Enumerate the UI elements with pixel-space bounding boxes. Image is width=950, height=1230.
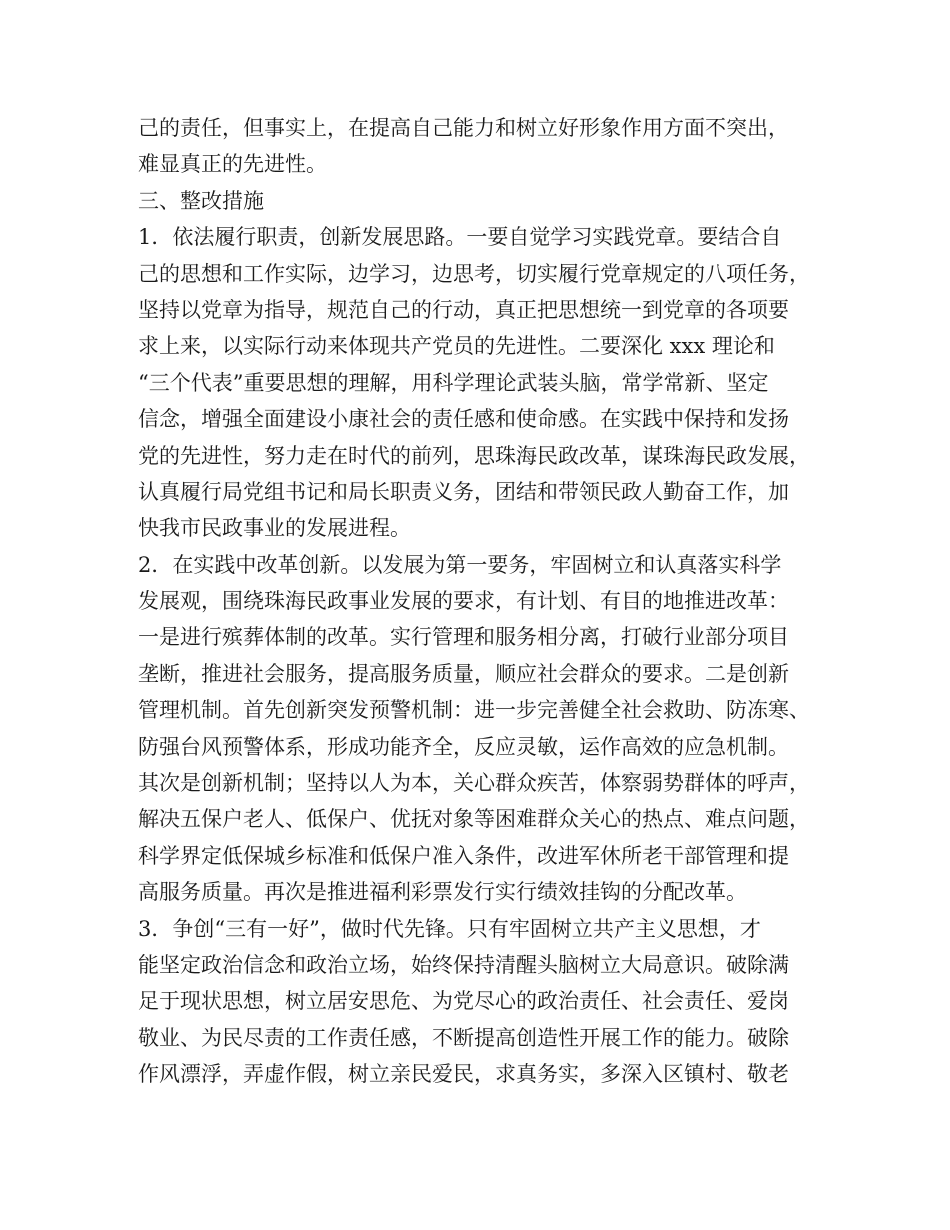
text-line: 管理机制。首先创新突发预警机制：进一步完善健全社会救助、防冻寒、 [138, 698, 810, 723]
text-line: 科学界定低保城乡标准和低保户准入条件，改进军休所老干部管理和提 [138, 843, 789, 868]
text-line: 作风漂浮，弄虚作假，树立亲民爱民，求真务实，多深入区镇村、敬老 [138, 1062, 789, 1087]
text-line: 1．依法履行职责，创新发展思路。一要自觉学习实践党章。要结合自 [138, 225, 782, 250]
text-line: 其次是创新机制；坚持以人为本，关心群众疾苦，体察弱势群体的呼声， [138, 771, 810, 796]
text-line: “三个代表”重要思想的理解，用科学理论武装头脑，常学常新、坚定 [138, 370, 769, 395]
text-line: 己的责任，但事实上，在提高自己能力和树立好形象作用方面不突出， [138, 116, 789, 140]
text-line: 坚持以党章为指导，规范自己的行动，真正把思想统一到党章的各项要 [138, 297, 789, 322]
text-line: 党的先进性，努力走在时代的前列，思珠海民政改革，谋珠海民政发展， [138, 443, 810, 468]
text-line: 垄断，推进社会服务，提高服务质量，顺应社会群众的要求。二是创新 [138, 661, 789, 686]
document-body [138, 110, 838, 1093]
text-line: 求上来，以实际行动来体现共产党员的先进性。二要深化 xxx 理论和 [138, 334, 775, 359]
text-line: 发展观，围绕珠海民政事业发展的要求，有计划、有目的地推进改革： [138, 589, 789, 614]
text-line: 信念，增强全面建设小康社会的责任感和使命感。在实践中保持和发扬 [138, 407, 789, 432]
text-line: 解决五保户老人、低保户、优抚对象等困难群众关心的热点、难点问题， [138, 807, 810, 832]
text-line: 认真履行局党组书记和局长职责义务，团结和带领民政人勤奋工作，加 [138, 479, 789, 504]
section-heading: 三、整改措施 [138, 188, 264, 213]
text-line: 足于现状思想，树立居安思危、为党尽心的政治责任、社会责任、爱岗 [138, 989, 789, 1014]
text-line: 高服务质量。再次是推进福利彩票发行实行绩效挂钩的分配改革。 [138, 880, 747, 905]
text-line: 2．在实践中改革创新。以发展为第一要务，牢固树立和认真落实科学 [138, 552, 782, 577]
text-line: 快我市民政事业的发展进程。 [138, 516, 411, 541]
text-line: 3．争创“三有一好”，做时代先锋。只有牢固树立共产主义思想，才 [138, 916, 761, 941]
text-line: 能坚定政治信念和政治立场，始终保持清醒头脑树立大局意识。破除满 [138, 952, 789, 977]
text-line: 难显真正的先进性。 [138, 152, 327, 177]
text-line: 敬业、为民尽责的工作责任感，不断提高创造性开展工作的能力。破除 [138, 1025, 789, 1050]
text-line: 己的思想和工作实际，边学习，边思考，切实履行党章规定的八项任务， [138, 261, 810, 286]
text-line: 防强台风预警体系，形成功能齐全，反应灵敏，运作高效的应急机制。 [138, 734, 789, 759]
text-line: 一是进行殡葬体制的改革。实行管理和服务相分离，打破行业部分项目 [138, 625, 789, 650]
